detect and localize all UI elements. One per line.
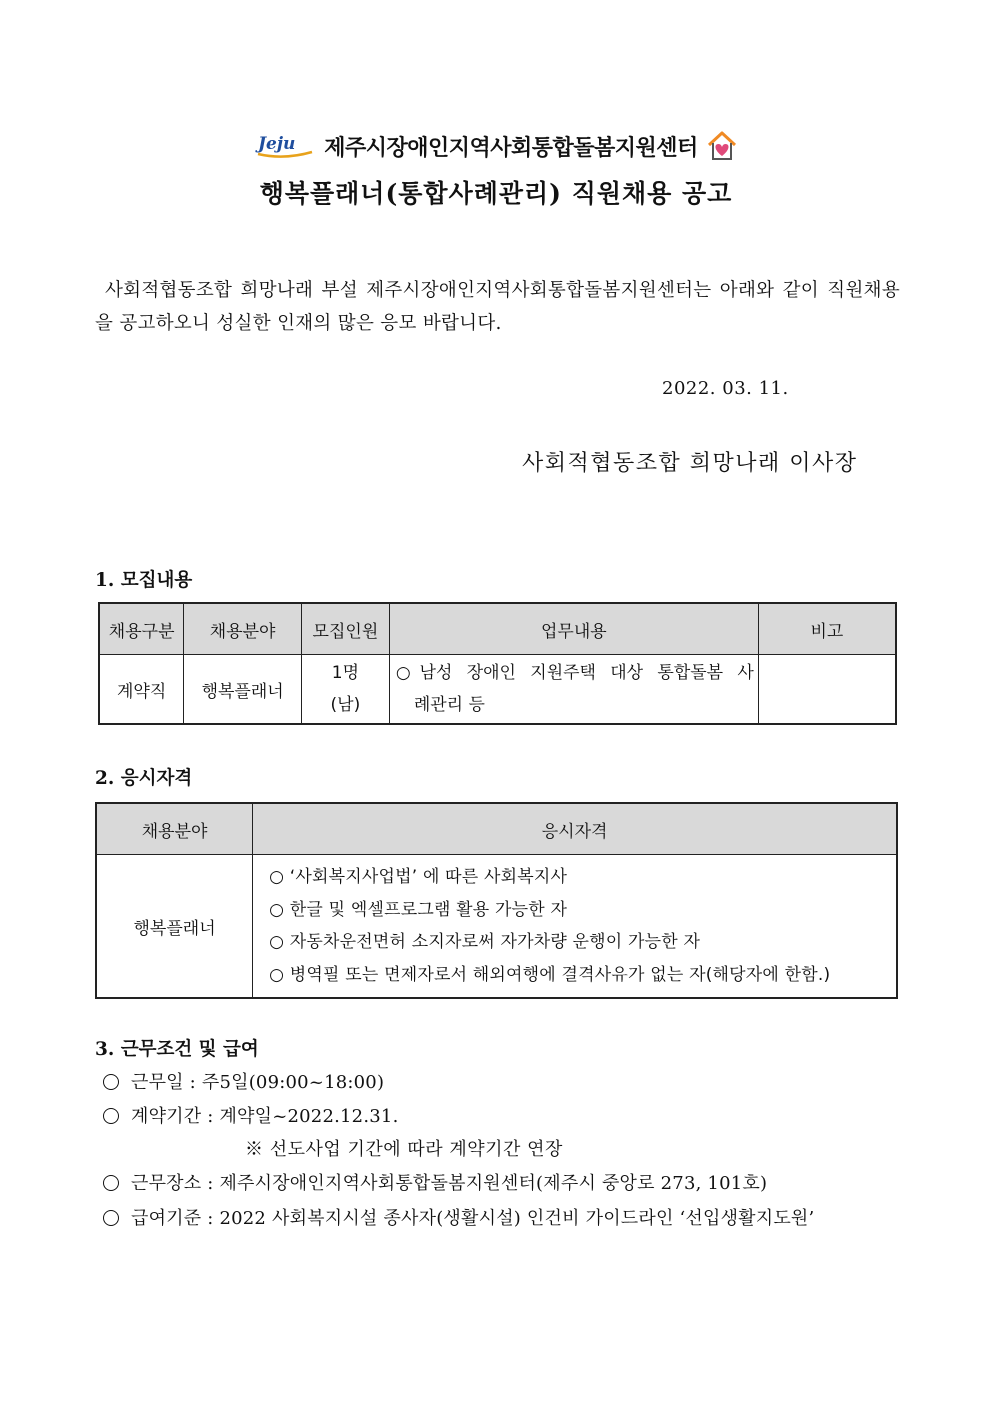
section-recruitment-heading: 1. 모집내용 bbox=[95, 570, 193, 591]
condition-text: 계약기간 : 계약일~2022.12.31. bbox=[131, 1106, 399, 1127]
logo-text: Jeju bbox=[258, 134, 296, 154]
circle-bullet-icon bbox=[103, 1175, 119, 1191]
announcement-date: 2022. 03. 11. bbox=[662, 378, 789, 399]
contract-note: ※ 선도사업 기간에 따라 계약기간 연장 bbox=[245, 1139, 563, 1160]
header-field: 채용분야 bbox=[96, 803, 253, 855]
count-value: 1명 bbox=[331, 663, 360, 683]
page-title: 행복플래너(통합사례관리) 직원채용 공고 bbox=[259, 179, 733, 208]
condition-text: 급여기준 : 2022 사회복지시설 종사자(생활시설) 인건비 가이드라인 ‘선입생활지도원’ bbox=[131, 1208, 815, 1229]
condition-item bbox=[103, 1068, 384, 1094]
cell-count bbox=[301, 655, 389, 725]
duty-line-1: ○남성 장애인 지원주택 대상 통합돌봄 사 bbox=[395, 663, 754, 683]
header-qualification: 응시자격 bbox=[253, 803, 897, 855]
cell-duty bbox=[389, 655, 758, 725]
list-item: ○ 자동차운전면허 소지자로써 자가차량 운행이 가능한 자 bbox=[269, 932, 701, 952]
duty-line-2: 례관리 등 bbox=[413, 695, 485, 715]
list-item: ○ 병역필 또는 면제자로서 해외여행에 결격사유가 없는 자(해당자에 한함.) bbox=[269, 964, 831, 985]
table-header-row bbox=[99, 603, 896, 655]
header-field: 채용분야 bbox=[184, 603, 302, 655]
header-duty: 업무내용 bbox=[389, 603, 758, 655]
condition-item bbox=[103, 1102, 399, 1128]
qualification-table bbox=[95, 802, 898, 999]
header-logo-row bbox=[0, 128, 992, 164]
cell-field: 행복플래너 bbox=[184, 655, 302, 725]
cell-field: 행복플래너 bbox=[96, 855, 253, 999]
jeju-logo bbox=[254, 131, 316, 161]
qualification-list bbox=[253, 855, 896, 997]
cell-note bbox=[758, 655, 896, 725]
condition-text: 근무일 : 주5일(09:00~18:00) bbox=[131, 1072, 385, 1093]
table-header-row bbox=[96, 803, 897, 855]
count-gender: (남) bbox=[330, 695, 361, 715]
header-type: 채용구분 bbox=[99, 603, 184, 655]
circle-bullet-icon bbox=[103, 1074, 119, 1090]
center-name: 제주시장애인지역사회통합돌봄지원센터 bbox=[324, 135, 698, 161]
header-note: 비고 bbox=[758, 603, 896, 655]
house-heart-icon bbox=[706, 130, 738, 162]
condition-text: 근무장소 : 제주시장애인지역사회통합돌봄지원센터(제주시 중앙로 273, 101호) bbox=[131, 1173, 768, 1194]
list-item: ○ 한글 및 엑셀프로그램 활용 가능한 자 bbox=[269, 899, 568, 920]
condition-item bbox=[103, 1204, 814, 1230]
signer: 사회적협동조합 희망나래 이사장 bbox=[522, 451, 858, 476]
circle-bullet-icon bbox=[103, 1210, 119, 1226]
table-row bbox=[99, 655, 896, 725]
section-conditions-heading: 3. 근무조건 및 급여 bbox=[95, 1039, 259, 1060]
recruitment-table bbox=[98, 602, 897, 725]
intro-paragraph: 사회적협동조합 희망나래 부설 제주시장애인지역사회통합돌봄지원센터는 아래와 같이 직원채용을 공고하오니 성실한 인재의 많은 응모 바랍니다. bbox=[95, 280, 900, 334]
cell-qualifications bbox=[253, 855, 897, 999]
table-row bbox=[96, 855, 897, 999]
header-count: 모집인원 bbox=[301, 603, 389, 655]
circle-bullet-icon bbox=[103, 1108, 119, 1124]
cell-type: 계약직 bbox=[99, 655, 184, 725]
condition-item bbox=[103, 1169, 767, 1195]
section-qualification-heading: 2. 응시자격 bbox=[95, 768, 193, 789]
list-item: ○ ‘사회복지사업법’ 에 따른 사회복지사 bbox=[269, 867, 568, 887]
